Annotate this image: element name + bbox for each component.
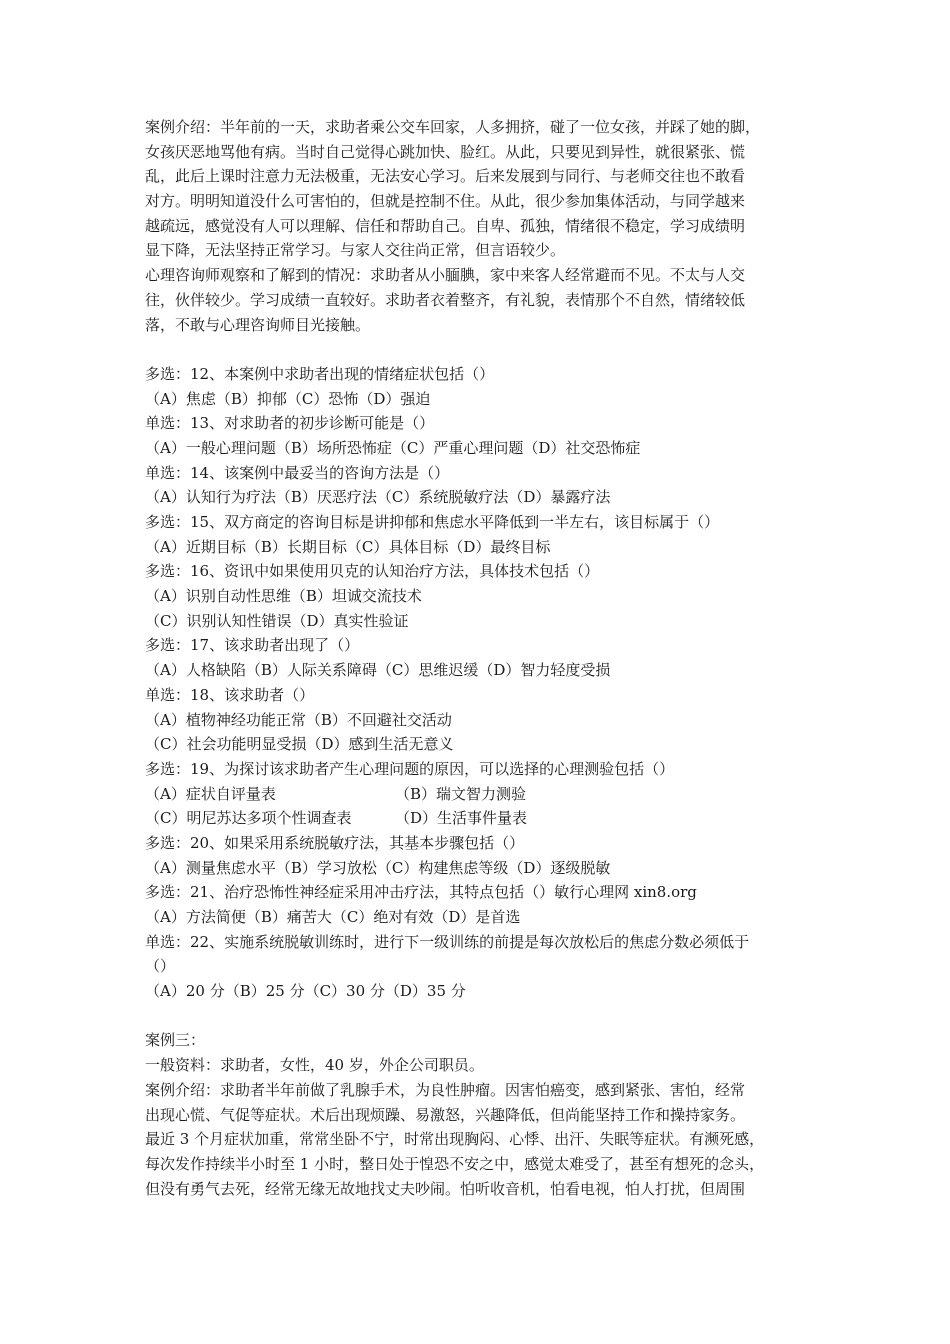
question-18-options-1: （A）植物神经功能正常（B）不回避社交活动: [145, 710, 452, 729]
question-16-options-2: （C）识别认知性错误（D）真实性验证: [145, 611, 409, 630]
question-13-options: （A）一般心理问题（B）场所恐怖症（C）严重心理问题（D）社交恐怖症: [145, 438, 641, 457]
option-c: （C）明尼苏达多项个性调查表: [145, 809, 352, 828]
question-21-options: （A）方法简便（B）痛苦大（C）绝对有效（D）是首选: [145, 908, 521, 926]
section-title: 案例三：: [145, 1031, 206, 1050]
spacer: [145, 1004, 810, 1029]
question-18-options-2: （C）社会功能明显受损（D）感到生活无意义: [145, 735, 454, 754]
case-intro-paragraph: [145, 115, 810, 263]
question-19: 多选：19、为探讨该求助者产生心理问题的原因，可以选择的心理测验包括（）: [145, 759, 675, 778]
text-line: 最近 3 个月症状加重，常常坐卧不宁，时常出现胸闷、心悸、出汗、失眠等症状。有濒死感，: [145, 1130, 765, 1149]
question-16-options-1: （A）识别自动性思维（B）坦诚交流技术: [145, 587, 422, 606]
text-line: 越疏远，感觉没有人可以理解、信任和帮助自己。自卑、孤独，情绪很不稳定，学习成绩明: [145, 216, 746, 235]
question-21: 多选：21、治疗恐怖性神经症采用冲击疗法，其特点包括（）敏行心理网 xin8.org: [145, 883, 697, 902]
question-20-options: （A）测量焦虑水平（B）学习放松（C）构建焦虑等级（D）逐级脱敏: [145, 858, 611, 877]
text-line: 但没有勇气去死，经常无缘无故地找丈夫吵闹。怕听收音机，怕看电视，怕人打扰，但周围: [145, 1179, 746, 1198]
text-line: 案例介绍：半年前的一天，求助者乘公交车回家，人多拥挤，碰了一位女孩，并踩了她的脚，: [145, 118, 761, 136]
question-22-options: （A）20 分（B）25 分（C）30 分（D）35 分: [145, 982, 466, 1001]
text-line: 往，伙伴较少。学习成绩一直较好。求助者衣着整齐，有礼貌，表情那个不自然，情绪较低: [145, 290, 746, 309]
text-line: 案例介绍：求助者半年前做了乳腺手术，为良性肿瘤。因害怕癌变，感到紧张、害怕，经常: [145, 1080, 746, 1099]
question-17-options: （A）人格缺陷（B）人际关系障碍（C）思维迟缓（D）智力轻度受损: [145, 661, 611, 680]
question-13: 单选：13、对求助者的初步诊断可能是（）: [145, 414, 435, 433]
general-info: 一般资料：求助者，女性，40 岁，外企公司职员。: [145, 1056, 484, 1075]
question-19-options-2: [145, 806, 810, 831]
question-15-options: （A）近期目标（B）长期目标（C）具体目标（D）最终目标: [145, 537, 551, 556]
question-19-options-1: [145, 782, 810, 807]
text-line: 每次发作持续半小时至 1 小时，整日处于惶恐不安之中，感觉太难受了，甚至有想死的念头，: [145, 1154, 765, 1173]
option-b: （B）瑞文智力测验: [395, 784, 527, 803]
text-line: 显下降，无法坚持正常学习。与家人交往尚正常，但言语较少。: [145, 241, 566, 260]
case-three-section: [145, 1028, 810, 1201]
question-list: [145, 362, 810, 1004]
question-22-cont: （）: [145, 957, 176, 976]
question-22: 单选：22、实施系统脱敏训练时，进行下一级训练的前提是每次放松后的焦虑分数必须低于: [145, 932, 750, 951]
question-14: 单选：14、该案例中最妥当的咨询方法是（）: [145, 463, 450, 482]
question-20: 多选：20、如果采用系统脱敏疗法，其基本步骤包括（）: [145, 833, 525, 852]
text-line: 出现心慌、气促等症状。术后出现烦躁、易激怒，兴趣降低，但尚能坚持工作和操持家务。: [145, 1105, 746, 1124]
question-12: 多选：12、本案例中求助者出现的情绪症状包括（）: [145, 364, 495, 383]
counselor-observation-paragraph: [145, 263, 810, 337]
option-a: （A）症状自评量表: [145, 784, 276, 803]
question-18: 单选：18、该求助者（）: [145, 685, 315, 704]
spacer: [145, 337, 810, 362]
text-line: 乱，此后上课时注意力无法极重，无法安心学习。后来发展到与同行、与老师交往也不敢看: [145, 167, 746, 186]
question-12-options: （A）焦虑（B）抑郁（C）恐怖（D）强迫: [145, 389, 431, 408]
question-17: 多选：17、该求助者出现了（）: [145, 636, 360, 655]
option-d: （D）生活事件量表: [395, 809, 528, 828]
question-16: 多选：16、资讯中如果使用贝克的认知治疗方法，具体技术包括（）: [145, 562, 600, 581]
text-line: 对方。明明知道没什么可害怕的，但就是控制不住。从此，很少参加集体活动，与同学越来: [145, 192, 746, 211]
question-14-options: （A）认知行为疗法（B）厌恶疗法（C）系统脱敏疗法（D）暴露疗法: [145, 488, 611, 507]
text-line: 女孩厌恶地骂他有病。当时自己觉得心跳加快、脸红。从此，只要见到异性，就很紧张、慌: [145, 142, 746, 161]
text-line: 心理咨询师观察和了解到的情况：求助者从小腼腆，家中来客人经常避而不见。不太与人交: [145, 266, 746, 285]
text-line: 落，不敢与心理咨询师目光接触。: [145, 315, 371, 334]
question-15: 多选：15、双方商定的咨询目标是讲抑郁和焦虑水平降低到一半左右，该目标属于（）: [145, 513, 720, 531]
